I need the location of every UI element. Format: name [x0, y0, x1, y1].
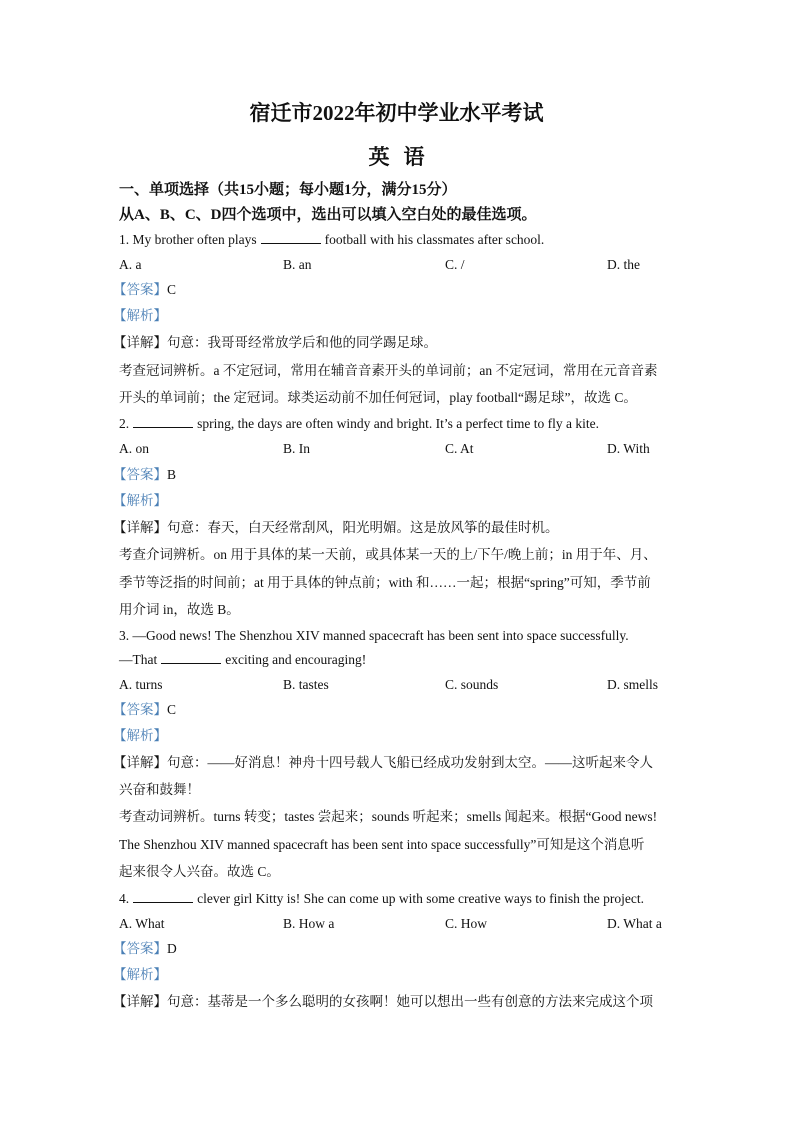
question-3-stem-1: 3. —Good news! The Shenzhou XIV manned spacecraft has been sent into space successfully. [119, 628, 629, 643]
q4-option-d: D. What a [607, 916, 662, 931]
q2-detail: 【详解】句意：春天，白天经常刮风，阳光明媚。这是放风筝的最佳时机。 [113, 520, 559, 535]
section-instruction: 从A、B、C、D四个选项中，选出可以填入空白处的最佳选项。 [119, 207, 537, 223]
subject-title: 英语 [368, 145, 439, 169]
q2-option-d: D. With [607, 441, 650, 456]
q3-explanation-3: 起来很令人兴奋。故选 C。 [119, 864, 280, 879]
q2-analysis-label: 【解析】 [113, 493, 167, 508]
q3-explanation-1: 考查动词辨析。turns 转变；tastes 尝起来；sounds 听起来；smells 闻起来。根据“Good news! [119, 809, 658, 824]
q2-explanation-3: 用介词 in，故选 B。 [119, 602, 240, 617]
q4-option-b: B. How a [283, 916, 335, 931]
q2-explanation-1: 考查介词辨析。on 用于具体的某一天前，或具体某一天的上/下午/晚上前；in 用于年、月、 [119, 547, 657, 562]
q4-answer: 【答案】D [113, 941, 177, 956]
answer-blank [133, 890, 193, 903]
answer-blank [161, 651, 221, 664]
q1-explanation-1: 考查冠词辨析。a 不定冠词，常用在辅音音素开头的单词前；an 不定冠词，常用在元音音素 [119, 363, 658, 378]
q1-option-a: A. a [119, 257, 142, 272]
q3-analysis-label: 【解析】 [113, 728, 167, 743]
q3-option-c: C. sounds [445, 677, 499, 692]
q1-option-d: D. the [607, 257, 640, 272]
q1-option-c: C. / [445, 257, 465, 272]
q3-option-d: D. smells [607, 677, 659, 692]
answer-blank [261, 231, 321, 244]
answer-blank [133, 415, 193, 428]
q1-option-b: B. an [283, 257, 312, 272]
q2-explanation-2: 季节等泛指的时间前；at 用于具体的钟点前；with 和……一起；根据“spring”可知，季节前 [119, 575, 651, 590]
section-heading: 一、单项选择（共15小题；每小题1分，满分15分） [119, 182, 457, 198]
question-3-stem-2: —That exciting and encouraging! [119, 652, 367, 667]
q1-explanation-2: 开头的单词前；the 定冠词。球类运动前不加任何冠词，play football“踢足球”，故选 C。 [119, 390, 637, 405]
q3-detail-2: 兴奋和鼓舞！ [119, 782, 200, 797]
q4-detail: 【详解】句意：基蒂是一个多么聪明的女孩啊！她可以想出一些有创意的方法来完成这个项 [113, 994, 653, 1009]
q4-option-a: A. What [119, 916, 165, 931]
q1-analysis-label: 【解析】 [113, 308, 167, 323]
q1-answer: 【答案】C [113, 282, 177, 297]
question-2-stem: 2. spring, the days are often windy and bright. It’s a perfect time to fly a kite. [119, 416, 600, 431]
question-4-stem: 4. clever girl Kitty is! She can come up with some creative ways to finish the project. [119, 891, 644, 906]
q4-analysis-label: 【解析】 [113, 967, 167, 982]
q3-detail-1: 【详解】句意：——好消息！神舟十四号载人飞船已经成功发射到太空。——这听起来令人 [113, 755, 653, 770]
q3-option-b: B. tastes [283, 677, 329, 692]
q2-option-a: A. on [119, 441, 149, 456]
question-1-stem: 1. My brother often plays football with his classmates after school. [119, 232, 545, 247]
q3-answer: 【答案】C [113, 702, 177, 717]
q1-detail: 【详解】句意：我哥哥经常放学后和他的同学踢足球。 [113, 335, 437, 350]
q2-answer: 【答案】B [113, 467, 177, 482]
q3-explanation-2: The Shenzhou XIV manned spacecraft has been sent into space successfully”可知是这个消息听 [119, 837, 645, 852]
q3-option-a: A. turns [119, 677, 163, 692]
q4-option-c: C. How [445, 916, 488, 931]
q2-option-c: C. At [445, 441, 474, 456]
q2-option-b: B. In [283, 441, 310, 456]
exam-title: 宿迁市2022年初中学业水平考试 [249, 101, 544, 125]
